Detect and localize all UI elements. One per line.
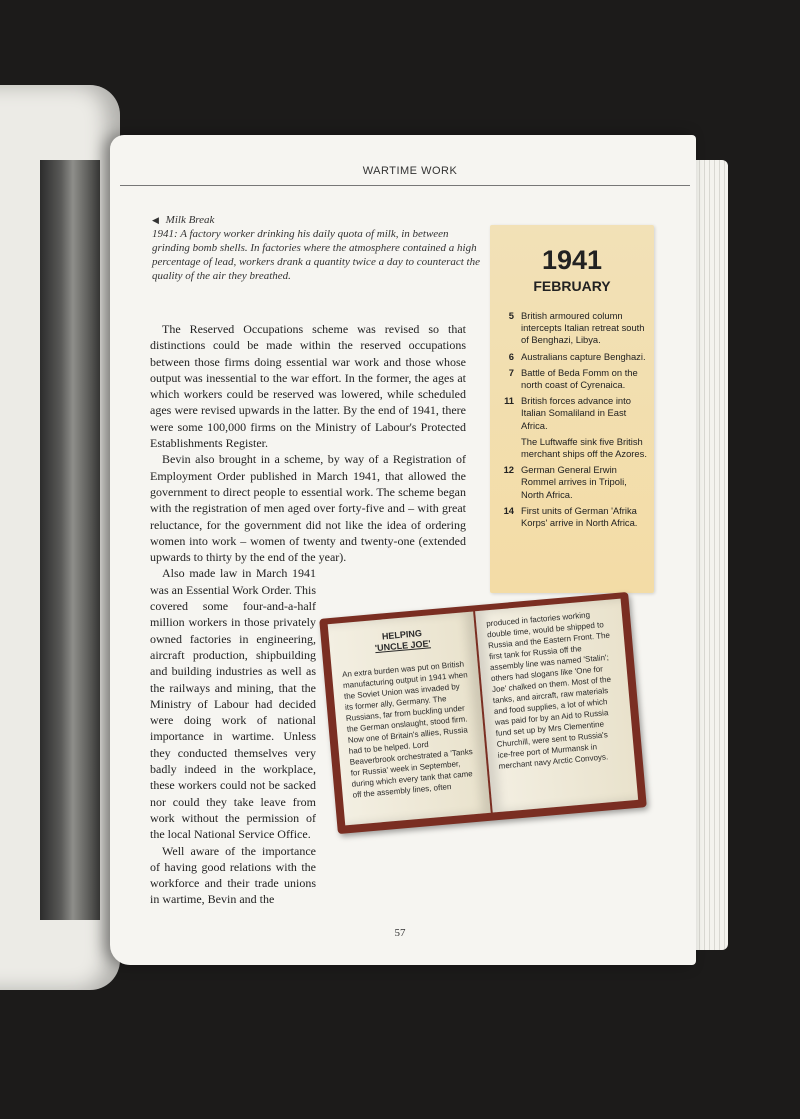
timeline-entry <box>490 505 654 529</box>
uncle-joe-box <box>319 592 647 834</box>
timeline-day: 11 <box>504 395 514 407</box>
timeline-entry <box>490 464 654 501</box>
box-title-line: 'UNCLE JOE' <box>374 638 432 654</box>
timeline-text <box>521 351 649 363</box>
left-arrow-icon: ◀ <box>152 215 159 225</box>
caption-text: 1941: A factory worker drinking his daily quota of milk, in between grinding bomb shells. In factories where the atmosphere contained a high percentage of lead, workers drank a quantity twice a day to counteract the quality of the air they breathed. <box>152 228 480 282</box>
timeline-entry <box>490 351 654 363</box>
timeline-day: 6 <box>508 350 514 362</box>
timeline-text <box>521 395 649 460</box>
factory-worker-photo <box>40 160 100 920</box>
timeline-event: The Luftwaffe sink five British merchant ships off the Azores. <box>521 435 647 460</box>
running-header: WARTIME WORK <box>362 165 458 177</box>
timeline-box <box>490 225 654 593</box>
page-number: 57 <box>394 927 406 939</box>
timeline-year: 1941 <box>541 245 603 275</box>
paragraph: Well aware of the importance of having good relations with the workforce and their trade unions in wartime, Bevin and the <box>150 843 316 907</box>
paragraph: Bevin also brought in a scheme, by way of a Registration of Employment Order published in March 1941, that allowed the government to direct people to essential work. The scheme began with the registration of men aged over forty-five and – with great reluctance, for the government did not like the idea of ordering women into work – women of twenty and twenty-one (extended upwards to thirty by the end of the year). <box>150 452 466 565</box>
timeline-day: 7 <box>508 366 514 378</box>
timeline-text <box>521 505 649 529</box>
timeline-text <box>521 367 649 391</box>
photo-caption <box>152 213 482 283</box>
timeline-event: First units of German 'Afrika Korps' arrive in North Africa. <box>521 504 638 529</box>
timeline-text <box>521 464 649 501</box>
timeline-event: British forces advance into Italian Somaliland in East Africa. <box>521 395 631 431</box>
paragraph: The Reserved Occupations scheme was revised so that distinctions could be made within the reserved occupations between those firms doing essential war work and those whose output was inessential to the war effort. In the former, the ages at which workers could be reserved was lowered, while scheduled ages were revised upwards in the latter. By the end of 1941, there were some 100,000 firms on the Ministry of Labour's Protected Establishments Register. <box>150 322 466 451</box>
box-title-line: HELPING <box>381 628 423 642</box>
timeline-day: 12 <box>503 464 514 476</box>
timeline-month: FEBRUARY <box>533 278 611 294</box>
timeline-list <box>490 310 654 529</box>
caption-title: Milk Break <box>165 214 215 226</box>
timeline-entry <box>490 395 654 460</box>
timeline-day: 14 <box>503 504 514 516</box>
timeline-event: Australians capture Benghazi. <box>521 350 646 362</box>
timeline-day: 5 <box>508 310 514 321</box>
sidebar-spacer <box>316 861 466 1119</box>
box-right-text: produced in factories working double time, would be shipped to Russia and the Eastern Front. The first tank for Russia off the assembly line was named 'Stalin'; others had slogans like 'One for Joe' chalked on them. Most of the tanks, and aircraft, raw materials and food supplies, a lot of which was paid for by an Aid to Russia fund set up by Mrs Clementine Churchill, were sent to Russia's ice-free port of Murmansk in merchant navy Arctic Convoys. <box>485 610 612 771</box>
timeline-text <box>521 310 649 347</box>
box-right-page <box>475 599 638 813</box>
timeline-entry <box>490 367 654 391</box>
timeline-entry <box>490 310 654 347</box>
timeline-event: Battle of Beda Fomm on the north coast of Cyrenaica. <box>521 366 638 391</box>
book-page <box>110 135 696 965</box>
timeline-event: German General Erwin Rommel arrives in Tripoli, North Africa. <box>521 464 627 500</box>
header-rule <box>120 185 690 186</box>
box-left-text: An extra burden was put on British manufacturing output in 1941 when the Soviet Union was invaded by its former ally, Germany. The Russians, far from buckling under the German onslaught, stood firm. Now one of Britain's allies, Russia had to be helped. Lord Beaverbrook orchestrated a 'Tanks for Russia' week in September, during which every tank that came off the assembly lines, often <box>341 659 474 800</box>
box-title <box>339 624 466 657</box>
box-left-page <box>328 611 491 825</box>
timeline-event: British armoured column intercepts Italian retreat south of Benghazi, Libya. <box>521 310 645 346</box>
paragraph: Also made law in March 1941 was an Essential Work Order. This covered some four-and-a-half million workers in those privately owned factories in engineering, aircraft production, shipbuilding and building industries as well as the railways and mining, that the Ministry of Labour had decided were doing work of national importance in wartime. Unless they conducted themselves very badly indeed in the workplace, these workers could not be sacked nor could they take leave from work without the permission of the local National Service Office. <box>150 566 316 842</box>
